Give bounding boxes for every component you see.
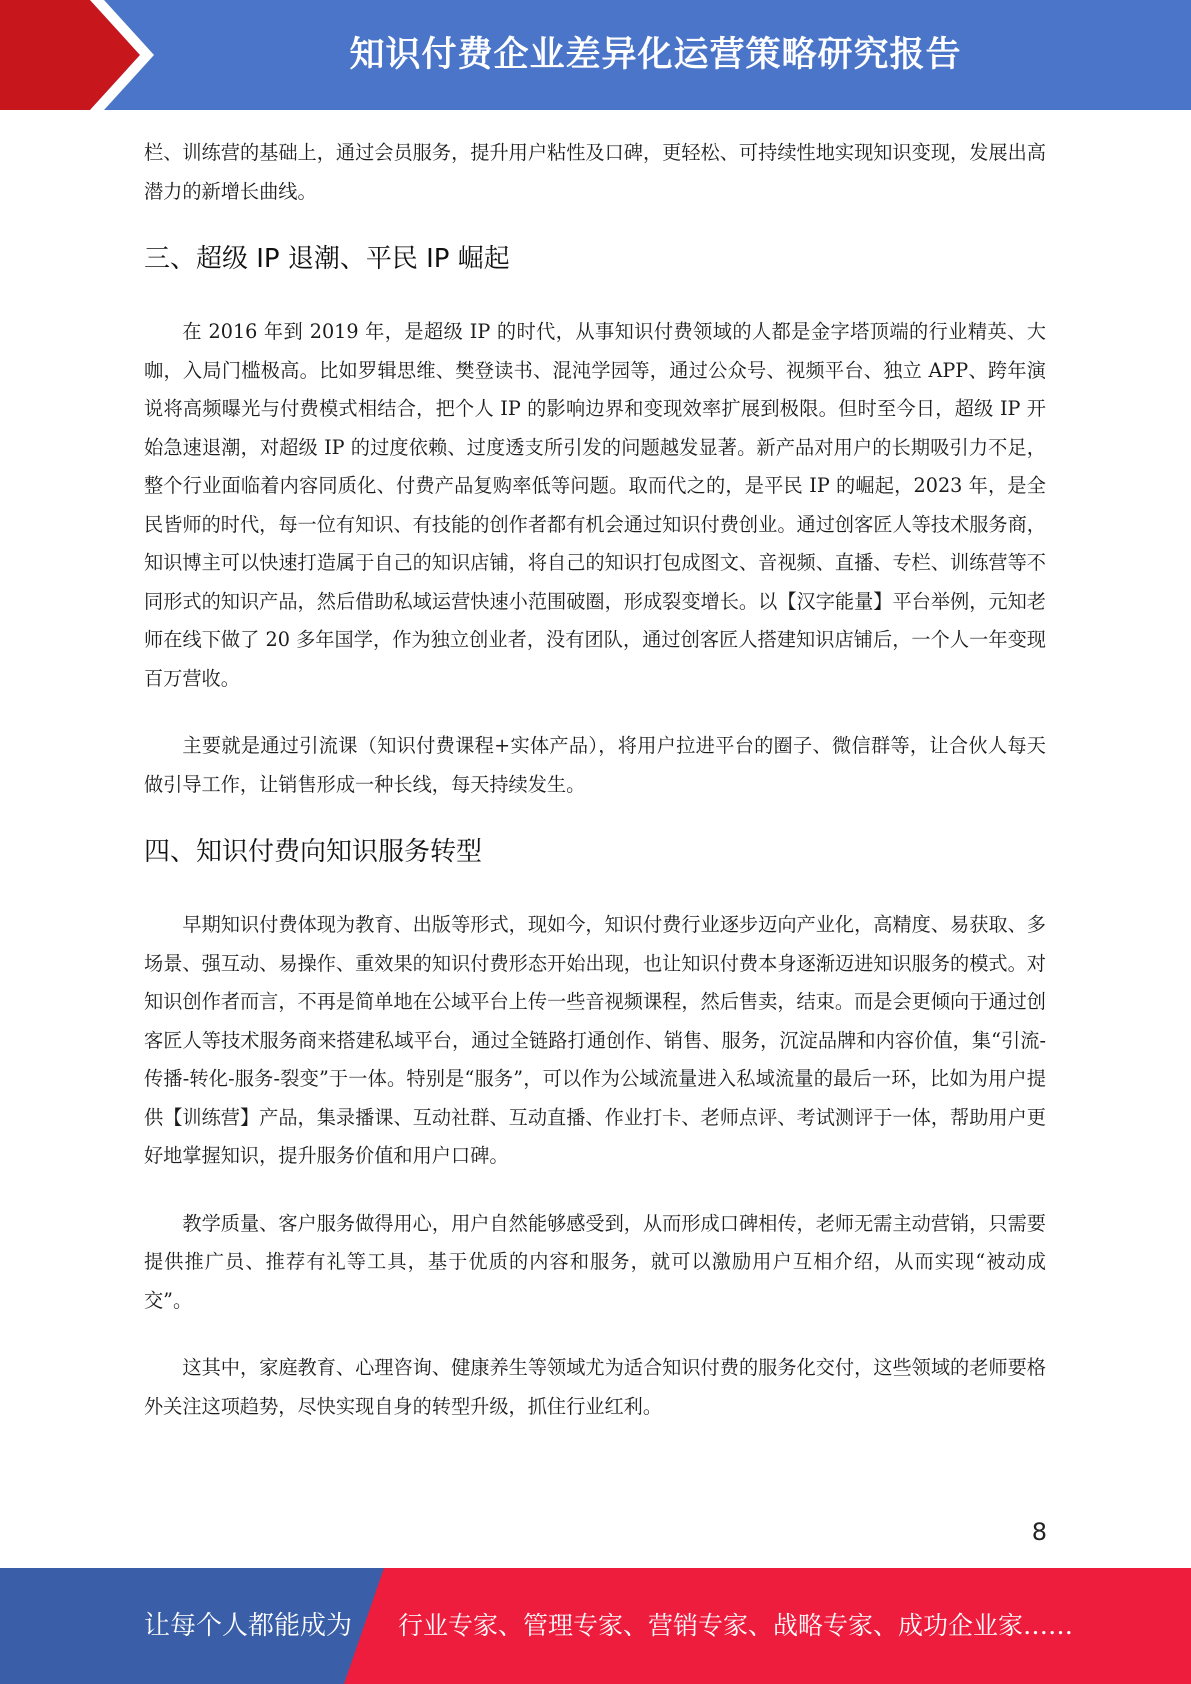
section-4-paragraph: 这其中，家庭教育、心理咨询、健康养生等领域尤为适合知识付费的服务化交付，这些领域的老师要格外关注这项趋势，尽快实现自身的转型升级，抓住行业红利。 (144, 1356, 1046, 1418)
section-4-paragraph: 教学质量、客户服务做得用心，用户自然能够感受到，从而形成口碑相传，老师无需主动营销，只需要提供推广员、推荐有礼等工具，基于优质的内容和服务，就可以激励用户互相介绍，从而实现“被动成交”。 (144, 1211, 1046, 1312)
section-3-paragraph: 主要就是通过引流课（知识付费课程+实体产品），将用户拉进平台的圈子、微信群等，让合伙人每天做引导工作，让销售形成一种长线，每天持续发生。 (144, 734, 1046, 796)
section-3-paragraph: 在 2016 年到 2019 年，是超级 IP 的时代，从事知识付费领域的人都是金字塔顶端的行业精英、大咖，入局门槛极高。比如罗辑思维、樊登读书、混沌学园等，通过公众号、视频平台、独立 APP、跨年演说将高频曝光与付费模式相结合，把个人 IP 的影响边界和变现效率扩展到极限。但时至今日，超级 IP 开始急速退潮，对超级 IP 的过度依赖、过度透支所引发的问题越发显著。新产品对用户的长期吸引力不足，整个行业面临着内容同质化、付费产品复购率低等问题。取而代之的，是平民 IP 的崛起，2023 年，是全民皆师的时代，每一位有知识、有技能的创作者都有机会通过知识付费创业。通过创客匠人等技术服务商，知识博主可以快速打造属于自己的知识店铺，将自己的知识打包成图文、音视频、直播、专栏、训练营等不同形式的知识产品，然后借助私域运营快速小范围破圈，形成裂变增长。以【汉字能量】平台举例，元知老师在线下做了 20 多年国学，作为独立创业者，没有团队，通过创客匠人搭建知识店铺后，一个人一年变现百万营收。 (144, 320, 1046, 690)
footer-slogan-left: 让每个人都能成为 (144, 1611, 353, 1641)
report-title: 知识付费企业差异化运营策略研究报告 (349, 35, 962, 75)
report-header (0, 0, 1191, 110)
section-3-heading: 三、超级 IP 退潮、平民 IP 崛起 (144, 244, 510, 274)
chevron-arrow-icon (0, 0, 160, 110)
section-4-heading: 四、知识付费向知识服务转型 (144, 837, 483, 867)
section-4-paragraph: 早期知识付费体现为教育、出版等形式，现如今，知识付费行业逐步迈向产业化，高精度、易获取、多场景、强互动、易操作、重效果的知识付费形态开始出现，也让知识付费本身逐渐迈进知识服务的模式。对知识创作者而言，不再是简单地在公域平台上传一些音视频课程，然后售卖，结束。而是会更倾向于通过创客匠人等技术服务商来搭建私域平台，通过全链路打通创作、销售、服务，沉淀品牌和内容价值，集“引流-传播-转化-服务-裂变”于一体。特别是“服务”，可以作为公域流量进入私域流量的最后一环，比如为用户提供【训练营】产品，集录播课、互动社群、互动直播、作业打卡、老师点评、考试测评于一体，帮助用户更好地掌握知识，提升服务价值和用户口碑。 (144, 913, 1046, 1167)
page-number: 8 (1031, 1518, 1047, 1546)
report-footer (0, 1568, 1191, 1684)
footer-slogan-right: 行业专家、管理专家、营销专家、战略专家、成功企业家…… (398, 1611, 1074, 1640)
intro-paragraph: 栏、训练营的基础上，通过会员服务，提升用户粘性及口碑，更轻松、可持续性地实现知识变现，发展出高潜力的新增长曲线。 (144, 141, 1046, 203)
document-body (144, 134, 1046, 1426)
